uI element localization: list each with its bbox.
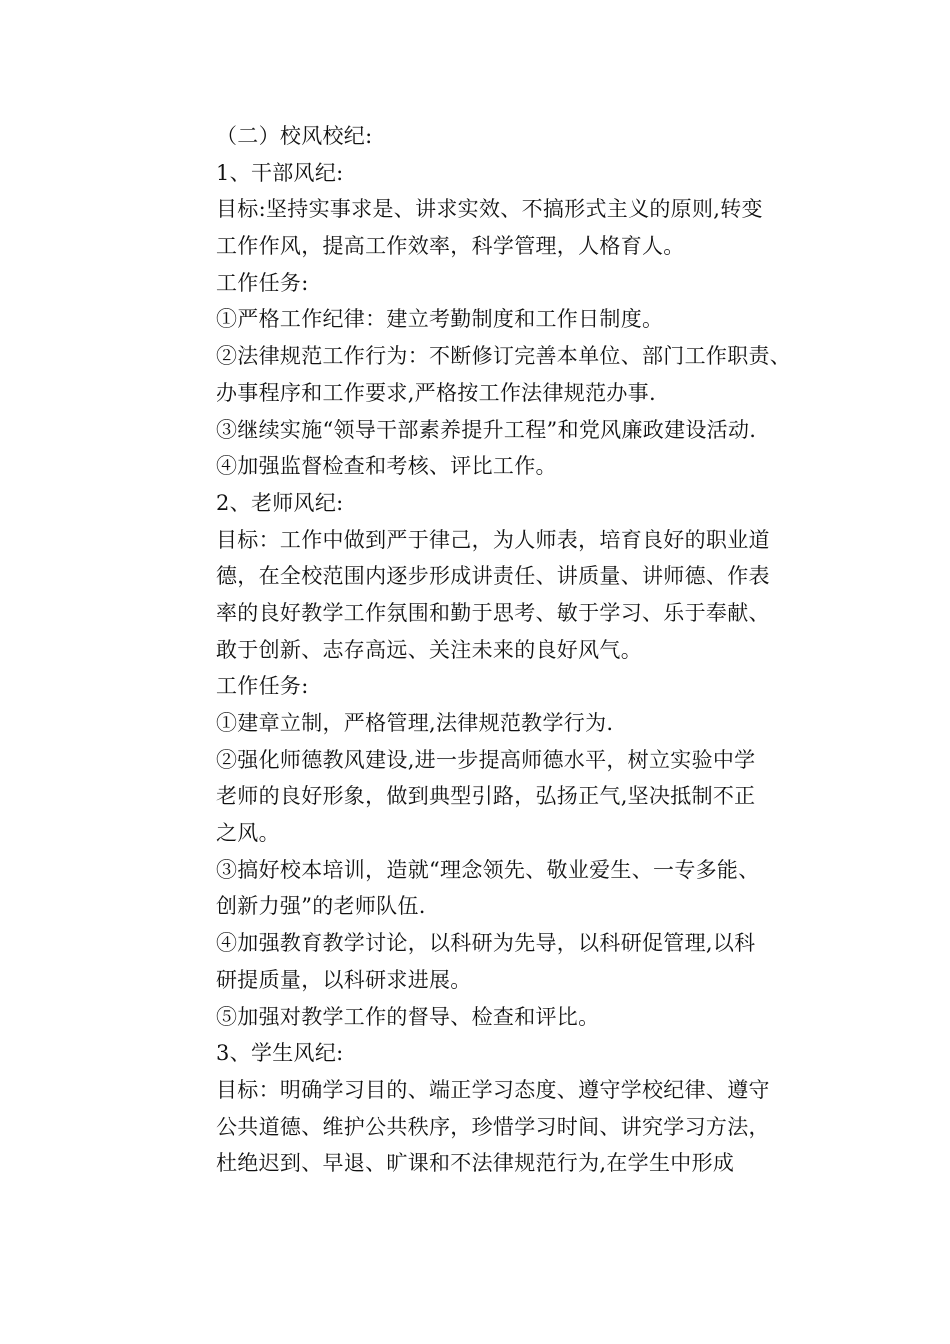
subsection-heading-cadre: 1、干部风纪: [216, 160, 344, 185]
paragraph-line: 工作作风，提高工作效率，科学管理，人格育人。 [216, 234, 685, 259]
subsection-heading-student: 3、学生风纪: [216, 1041, 344, 1066]
subsection-heading-teacher: 2、老师风纪: [216, 490, 344, 515]
paragraph-line: 敢于创新、志存高远、关注未来的良好风气。 [216, 637, 642, 662]
list-item: ①建章立制，严格管理,法律规范教学行为. [216, 711, 614, 735]
paragraph-line: 老师的良好形象，做到典型引路，弘扬正气,坚决抵制不正 [216, 784, 756, 809]
paragraph-line: 公共道德、维护公共秩序，珍惜学习时间、讲究学习方法， [216, 1114, 770, 1139]
paragraph-line: 杜绝迟到、早退、旷课和不法律规范行为,在学生中形成 [216, 1151, 735, 1176]
paragraph-line: 办事程序和工作要求,严格按工作法律规范办事. [216, 380, 656, 405]
paragraph-line: 目标：工作中做到严于律己，为人师表，培育良好的职业道 [216, 527, 770, 552]
tasks-heading: 工作任务: [216, 270, 309, 295]
list-item: ⑤加强对教学工作的督导、检查和评比。 [216, 1004, 600, 1029]
tasks-heading: 工作任务: [216, 674, 309, 699]
list-item: ②法律规范工作行为：不断修订完善本单位、部门工作职责、 [216, 344, 792, 369]
document-body [216, 118, 856, 1182]
list-item: ④加强监督检查和考核、评比工作。 [216, 454, 557, 479]
list-item: ③搞好校本培训，造就“理念领先、敬业爱生、一专多能、 [216, 857, 760, 882]
paragraph-line: 目标：明确学习目的、端正学习态度、遵守学校纪律、遵守 [216, 1077, 770, 1102]
paragraph-line: 研提质量，以科研求进展。 [216, 967, 472, 992]
list-item: ①严格工作纪律：建立考勤制度和工作日制度。 [216, 307, 664, 332]
section-heading: （二）校风校纪: [216, 124, 373, 148]
paragraph-line: 目标:坚持实事求是、讲求实效、不搞形式主义的原则,转变 [216, 197, 763, 222]
paragraph-line: 创新力强”的老师队伍. [216, 894, 426, 919]
paragraph-line: 率的良好教学工作氛围和勤于思考、敏于学习、乐于奉献、 [216, 600, 770, 625]
list-item: ③继续实施“领导干部素养提升工程”和党风廉政建设活动. [216, 417, 757, 442]
paragraph-line: 之风。 [216, 821, 280, 846]
list-item: ②强化师德教风建设,进一步提高师德水平，树立实验中学 [216, 747, 756, 772]
paragraph-line: 德，在全校范围内逐步形成讲责任、讲质量、讲师德、作表 [216, 564, 770, 589]
list-item: ④加强教育教学讨论，以科研为先导，以科研促管理,以科 [216, 931, 756, 956]
